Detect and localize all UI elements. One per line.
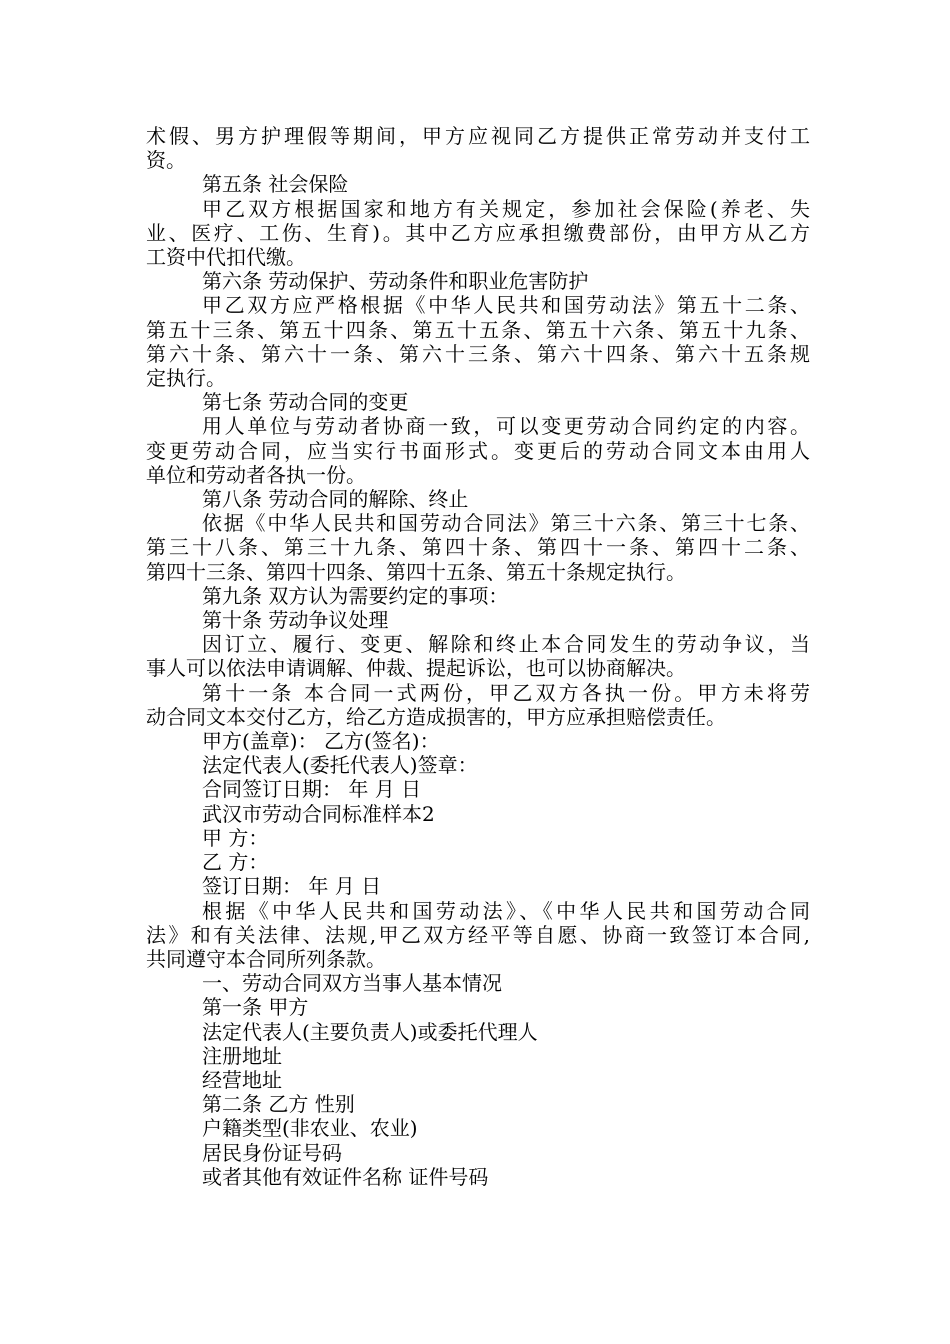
text-line: 业、医疗、工伤、生育)。其中乙方应承担缴费部份，由甲方从乙方 — [146, 220, 810, 245]
text-line: 第六十条、第六十一条、第六十三条、第六十四条、第六十五条规 — [146, 341, 810, 366]
text-line: 第一条 甲方 — [202, 995, 309, 1020]
text-line: 定执行。 — [146, 366, 226, 391]
text-line: 第四十三条、第四十四条、第四十五条、第五十条规定执行。 — [146, 559, 686, 584]
text-line: 单位和劳动者各执一份。 — [146, 462, 366, 487]
text-line: 居民身份证号码 — [202, 1140, 342, 1165]
text-line: 第五十三条、第五十四条、第五十五条、第五十六条、第五十九条、 — [146, 317, 810, 342]
text-line: 第五条 社会保险 — [202, 172, 349, 197]
text-line: 法》和有关法律、法规,甲乙双方经平等自愿、协商一致签订本合同, — [146, 922, 810, 947]
text-line: 经营地址 — [202, 1067, 282, 1092]
text-line: 第二条 乙方 性别 — [202, 1092, 355, 1117]
text-line: 第九条 双方认为需要约定的事项： — [202, 583, 509, 608]
text-line: 因订立、履行、变更、解除和终止本合同发生的劳动争议，当 — [202, 632, 810, 657]
text-line: 乙 方： — [202, 850, 269, 875]
text-line: 一、劳动合同双方当事人基本情况 — [202, 971, 502, 996]
text-line: 甲 方： — [202, 825, 269, 850]
text-line: 第十一条 本合同一式两份，甲乙双方各执一份。甲方未将劳 — [202, 680, 810, 705]
text-line: 注册地址 — [202, 1043, 282, 1068]
text-line: 第十条 劳动争议处理 — [202, 608, 389, 633]
text-line: 依据《中华人民共和国劳动合同法》第三十六条、第三十七条、 — [202, 511, 810, 536]
text-line: 动合同文本交付乙方，给乙方造成损害的，甲方应承担赔偿责任。 — [146, 704, 726, 729]
text-line: 签订日期： 年 月 日 — [202, 874, 382, 899]
text-line: 或者其他有效证件名称 证件号码 — [202, 1164, 489, 1189]
text-line: 甲乙双方根据国家和地方有关规定，参加社会保险(养老、失 — [202, 196, 810, 221]
text-line: 法定代表人(主要负责人)或委托代理人 — [202, 1019, 538, 1044]
text-line: 根据《中华人民共和国劳动法》、《中华人民共和国劳动合同 — [202, 898, 810, 923]
text-line: 甲乙双方应严格根据《中华人民共和国劳动法》第五十二条、 — [202, 293, 810, 318]
text-line: 甲方(盖章)： 乙方(签名)： — [202, 729, 440, 754]
document-body — [146, 124, 810, 1189]
text-line: 资。 — [146, 148, 186, 173]
text-line: 术假、男方护理假等期间，甲方应视同乙方提供正常劳动并支付工 — [146, 124, 810, 148]
text-line: 第七条 劳动合同的变更 — [202, 390, 409, 415]
text-line: 变更劳动合同，应当实行书面形式。变更后的劳动合同文本由用人 — [146, 438, 810, 463]
text-line: 第六条 劳动保护、劳动条件和职业危害防护 — [202, 269, 589, 294]
text-line: 法定代表人(委托代表人)签章： — [202, 753, 478, 778]
text-line: 武汉市劳动合同标准样本2 — [202, 801, 435, 826]
text-line: 工资中代扣代缴。 — [146, 245, 306, 270]
text-line: 共同遵守本合同所列条款。 — [146, 946, 386, 971]
text-line: 事人可以依法申请调解、仲裁、提起诉讼，也可以协商解决。 — [146, 656, 686, 681]
text-line: 第三十八条、第三十九条、第四十条、第四十一条、第四十二条、 — [146, 535, 810, 560]
text-line: 第八条 劳动合同的解除、终止 — [202, 487, 469, 512]
text-line: 户籍类型(非农业、农业) — [202, 1116, 418, 1141]
text-line: 合同签订日期： 年 月 日 — [202, 777, 422, 802]
text-line: 用人单位与劳动者协商一致，可以变更劳动合同约定的内容。 — [202, 414, 810, 439]
